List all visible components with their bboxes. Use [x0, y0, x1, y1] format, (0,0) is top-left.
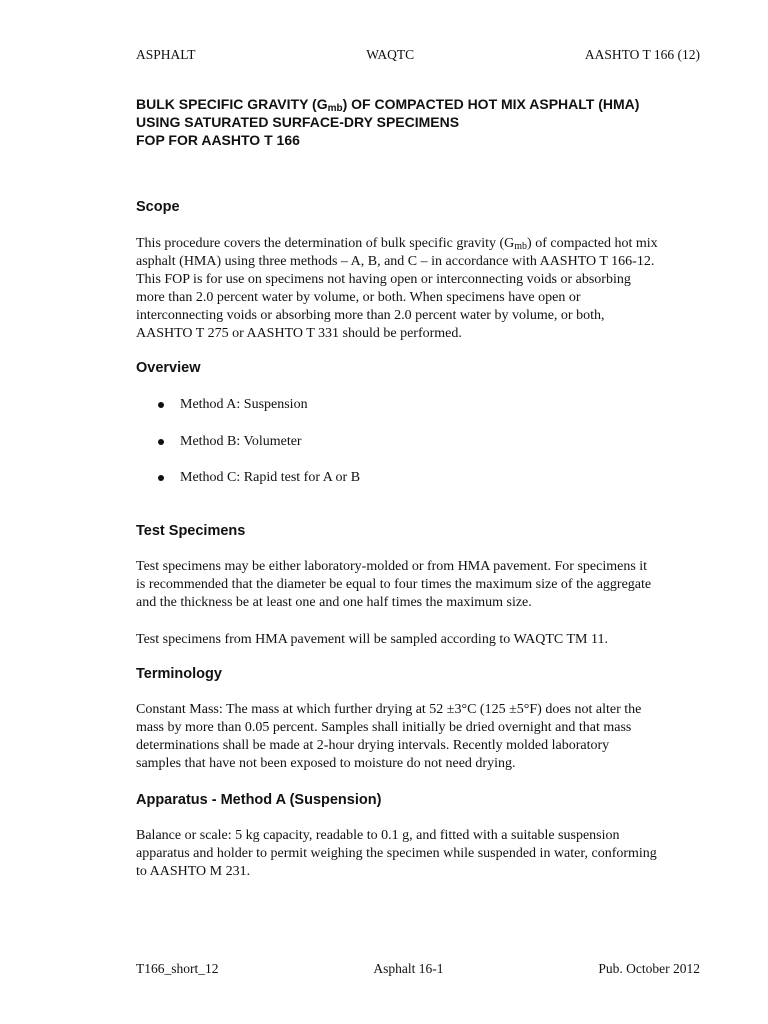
document-title	[136, 95, 736, 149]
list-item: Method B: Volumeter	[136, 433, 696, 470]
header-right: AASHTO T 166 (12)	[584, 47, 700, 62]
test-specimens-paragraph-1: Test specimens may be either laboratory-molded or from HMA pavement. For specimens it is recommended that the diameter be equal to four times the maximum size of the aggregate and the thickness be at least one and one half times the maximum size.	[136, 559, 652, 610]
list-item: Method C: Rapid test for A or B	[136, 469, 696, 506]
apparatus-heading: Apparatus - Method A (Suspension)	[136, 792, 382, 808]
overview-list	[136, 396, 696, 506]
apparatus-paragraph: Balance or scale: 5 kg capacity, readable to 0.1 g, and fitted with a suitable suspension apparatus and holder to permit weighing the specimen while suspended in water, conforming to AASHTO M 231.	[136, 828, 657, 879]
test-specimens-paragraph-2: Test specimens from HMA pavement will be sampled according to WAQTC TM 11.	[136, 632, 608, 647]
running-header	[136, 47, 700, 63]
header-left: ASPHALT	[136, 47, 196, 62]
list-item: Method A: Suspension	[136, 396, 696, 433]
header-center: WAQTC	[366, 47, 415, 62]
bullet-icon	[158, 475, 164, 481]
bullet-icon	[158, 402, 164, 408]
terminology-paragraph: Constant Mass: The mass at which further drying at 52 ±3°C (125 ±5°F) does not alter the mass by more than 0.05 percent. Samples shall initially be dried overnight and that mass determinations shall be made at 2-hour drying intervals. Recently molded laboratory samples that have not been exposed to moisture do not need drying.	[136, 702, 642, 771]
scope-heading: Scope	[136, 199, 180, 215]
title-line-3: FOP FOR AASHTO T 166	[136, 132, 300, 148]
title-line-1: BULK SPECIFIC GRAVITY $(G_{mb})$ OF COMPACTED HOT MIX ASPHALT (HMA)	[136, 96, 640, 114]
test-specimens-heading: Test Specimens	[136, 523, 246, 539]
footer-right: Pub. October 2012	[598, 961, 700, 976]
bullet-icon	[158, 439, 164, 445]
footer-left: T166_short_12	[136, 961, 219, 976]
footer-center: Asphalt 16-1	[373, 961, 444, 976]
scope-paragraph: This procedure covers the determination of bulk specific gravity $(G_{mb})$ of compacted hot mix asphalt (HMA) using three methods – A, B, and C – in accordance with AASHTO T 166-12. This FOP is for use on specimens not having open or interconnecting voids or absorbing more than 2.0 percent water by volume, or both. When specimens have open or interconnecting voids or absorbing more than 2.0 percent water by volume, or both, AASHTO T 275 or AASHTO T 331 should be performed.	[136, 236, 658, 341]
terminology-heading: Terminology	[136, 666, 222, 682]
overview-heading: Overview	[136, 360, 201, 376]
title-line-2: USING SATURATED SURFACE-DRY SPECIMENS	[136, 114, 460, 130]
running-footer	[136, 961, 700, 977]
